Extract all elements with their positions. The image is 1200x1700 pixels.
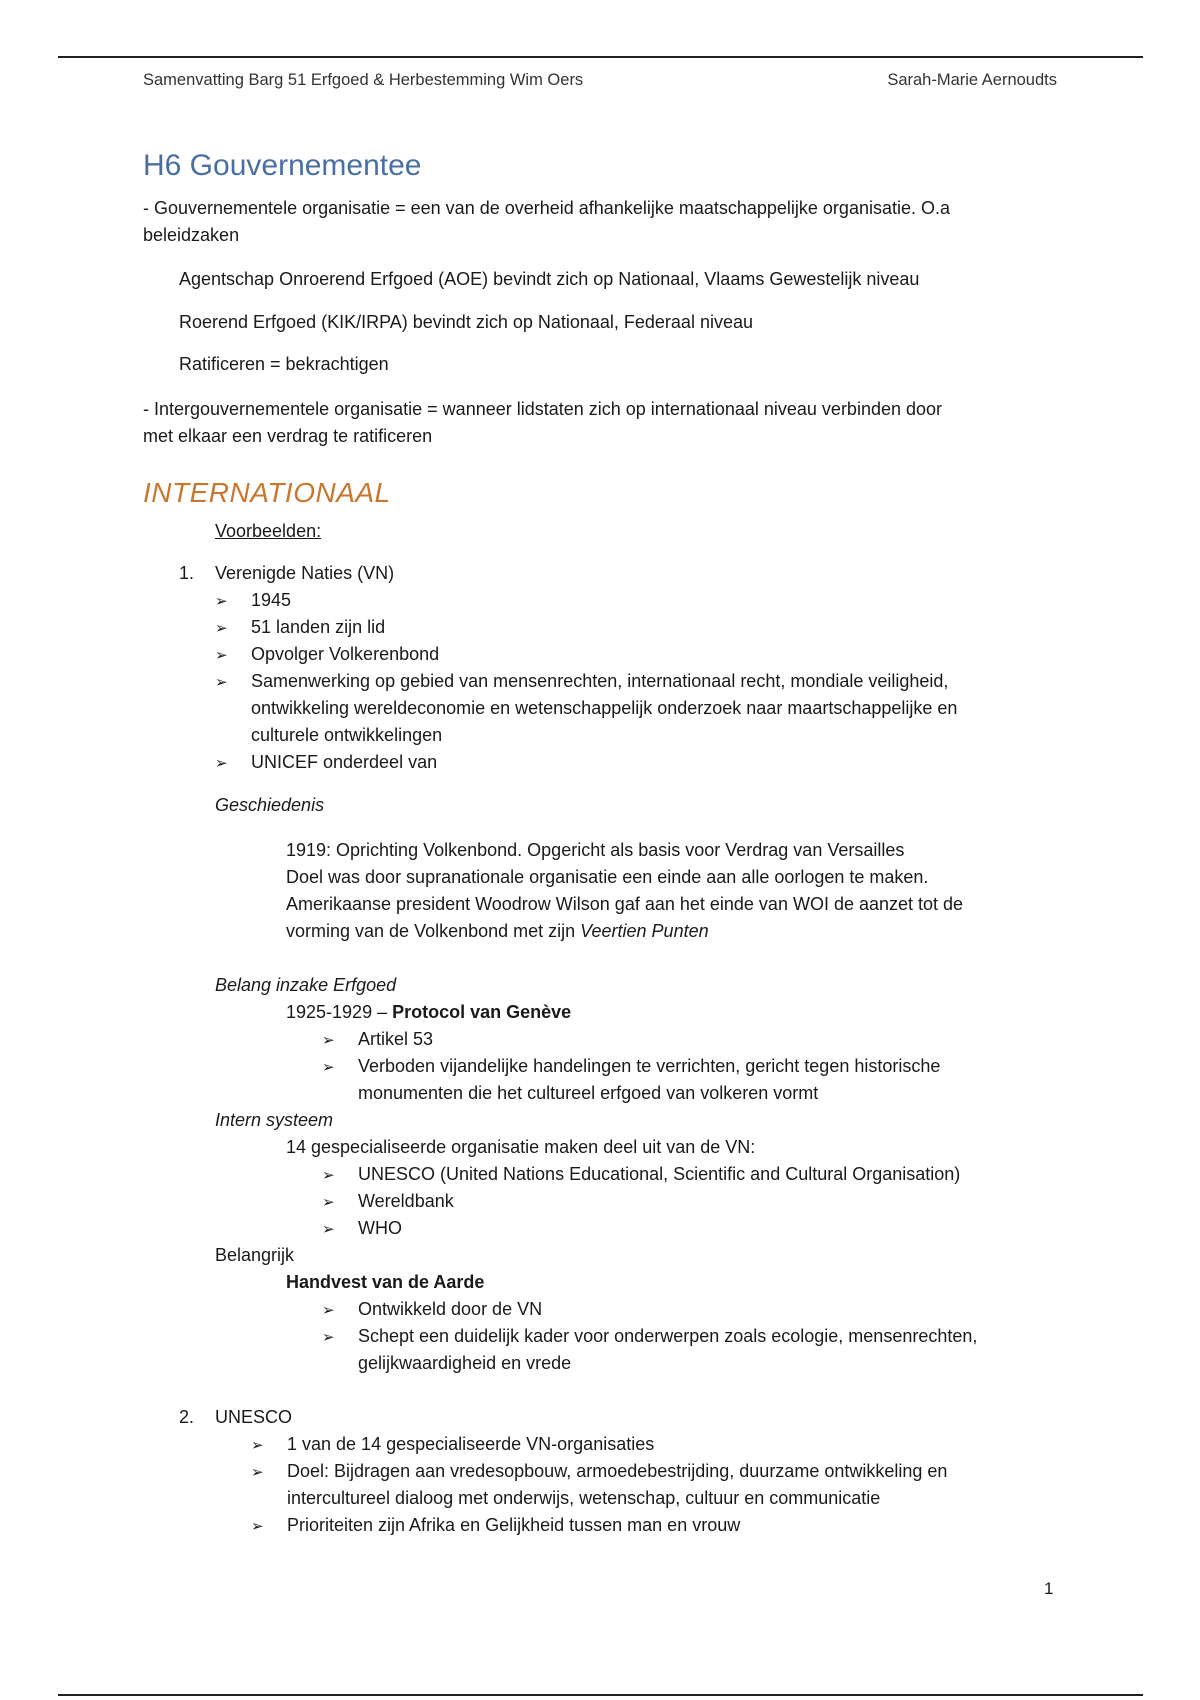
protocol-line: 1925-1929 – Protocol van Genève — [286, 1002, 572, 1022]
arrow-bullet-icon: ➢ — [322, 1221, 335, 1238]
list-item: ➢ 1945 — [215, 590, 292, 610]
chapter-title: H6 Gouvernementee — [143, 149, 422, 182]
history-label: Geschiedenis — [215, 795, 325, 815]
list-item: ➢ Wereldbank — [322, 1191, 454, 1211]
arrow-bullet-icon: ➢ — [322, 1167, 335, 1184]
list-item: ➢ Schept een duidelijk kader voor onderwerpen zoals ecologie, mensenrechten, — [322, 1326, 978, 1346]
arrow-bullet-icon: ➢ — [322, 1329, 335, 1346]
history-line: vorming van de Volkenbond met zijn Veertien Punten — [286, 921, 709, 941]
important-label: Belangrijk — [215, 1245, 295, 1265]
arrow-bullet-icon: ➢ — [251, 1518, 264, 1535]
vn-title: Verenigde Naties (VN) — [215, 563, 395, 583]
unesco-title: UNESCO — [215, 1407, 293, 1427]
list-item: ➢ WHO — [322, 1218, 402, 1238]
intro-sub-2: Roerend Erfgoed (KIK/IRPA) bevindt zich op Nationaal, Federaal niveau — [179, 312, 753, 332]
list-item-continuation: gelijkwaardigheid en vrede — [358, 1353, 572, 1373]
examples-label: Voorbeelden: — [215, 521, 322, 541]
protocol-name: Protocol van Genève — [392, 1002, 572, 1022]
internal-system-text: 14 gespecialiseerde organisatie maken deel uit van de VN: — [286, 1137, 756, 1157]
arrow-bullet-icon: ➢ — [251, 1464, 264, 1481]
history-line: Amerikaanse president Woodrow Wilson gaf aan het einde van WOI de aanzet tot de — [286, 894, 964, 914]
internal-system-label: Intern systeem — [215, 1110, 334, 1130]
history-line: 1919: Oprichting Volkenbond. Opgericht als basis voor Verdrag van Versailles — [286, 840, 905, 860]
arrow-bullet-icon: ➢ — [322, 1302, 335, 1319]
intro-sub-1: Agentschap Onroerend Erfgoed (AOE) bevindt zich op Nationaal, Vlaams Gewestelijk niveau — [179, 269, 920, 289]
arrow-bullet-icon: ➢ — [215, 620, 228, 637]
heritage-importance-label: Belang inzake Erfgoed — [215, 975, 397, 995]
list-item: ➢ Ontwikkeld door de VN — [322, 1299, 543, 1319]
arrow-bullet-icon: ➢ — [215, 593, 228, 610]
list-item: ➢ Samenwerking op gebied van mensenrechten, internationaal recht, mondiale veiligheid, — [215, 671, 949, 691]
arrow-bullet-icon: ➢ — [322, 1032, 335, 1049]
list-item: ➢ UNESCO (United Nations Educational, Scientific and Cultural Organisation) — [322, 1164, 961, 1184]
earth-charter-title: Handvest van de Aarde — [286, 1272, 485, 1292]
list-item-continuation: intercultureel dialoog met onderwijs, wetenschap, cultuur en communicatie — [287, 1488, 881, 1508]
fourteen-points: Veertien Punten — [580, 921, 709, 941]
list-item: ➢ Doel: Bijdragen aan vredesopbouw, armoedebestrijding, duurzame ontwikkeling en — [251, 1461, 948, 1481]
list-item: ➢ Verboden vijandelijke handelingen te verrichten, gericht tegen historische — [322, 1056, 941, 1076]
list-number: 2. — [179, 1407, 195, 1427]
arrow-bullet-icon: ➢ — [251, 1437, 264, 1454]
list-item: ➢ 1 van de 14 gespecialiseerde VN-organisaties — [251, 1434, 655, 1454]
arrow-bullet-icon: ➢ — [215, 755, 228, 772]
page-number: 1 — [1044, 1579, 1054, 1598]
arrow-bullet-icon: ➢ — [215, 674, 228, 691]
intro-line-1: - Gouvernementele organisatie = een van de overheid afhankelijke maatschappelijke organisatie. O.a — [143, 198, 950, 218]
list-item-continuation: monumenten die het cultureel erfgoed van volkeren vormt — [358, 1083, 819, 1103]
intro-sub-3: Ratificeren = bekrachtigen — [179, 354, 389, 374]
header-document-title: Samenvatting Barg 51 Erfgoed & Herbestemming Wim Oers — [143, 71, 584, 89]
arrow-bullet-icon: ➢ — [322, 1059, 335, 1076]
intro-line-3: - Intergouvernementele organisatie = wanneer lidstaten zich op internationaal niveau verbinden door — [143, 399, 943, 419]
section-heading: INTERNATIONAAL — [143, 477, 391, 508]
list-number: 1. — [179, 563, 195, 583]
intro-line-2: beleidzaken — [143, 225, 240, 245]
arrow-bullet-icon: ➢ — [215, 647, 228, 664]
history-line: Doel was door supranationale organisatie een einde aan alle oorlogen te maken. — [286, 867, 929, 887]
list-item: ➢ Artikel 53 — [322, 1029, 434, 1049]
arrow-bullet-icon: ➢ — [322, 1194, 335, 1211]
footer-rule — [58, 1694, 1143, 1696]
list-item: ➢ UNICEF onderdeel van — [215, 752, 438, 772]
list-item: ➢ Opvolger Volkerenbond — [215, 644, 440, 664]
list-item-continuation: culturele ontwikkelingen — [251, 725, 443, 745]
list-item-continuation: ontwikkeling wereldeconomie en wetenschappelijk onderzoek naar maartschappelijke en — [251, 698, 958, 718]
header-author: Sarah-Marie Aernoudts — [887, 71, 1057, 89]
intro-line-4: met elkaar een verdrag te ratificeren — [143, 426, 433, 446]
list-item: ➢ Prioriteiten zijn Afrika en Gelijkheid tussen man en vrouw — [251, 1515, 741, 1535]
list-item: ➢ 51 landen zijn lid — [215, 617, 386, 637]
header-rule — [58, 56, 1143, 58]
